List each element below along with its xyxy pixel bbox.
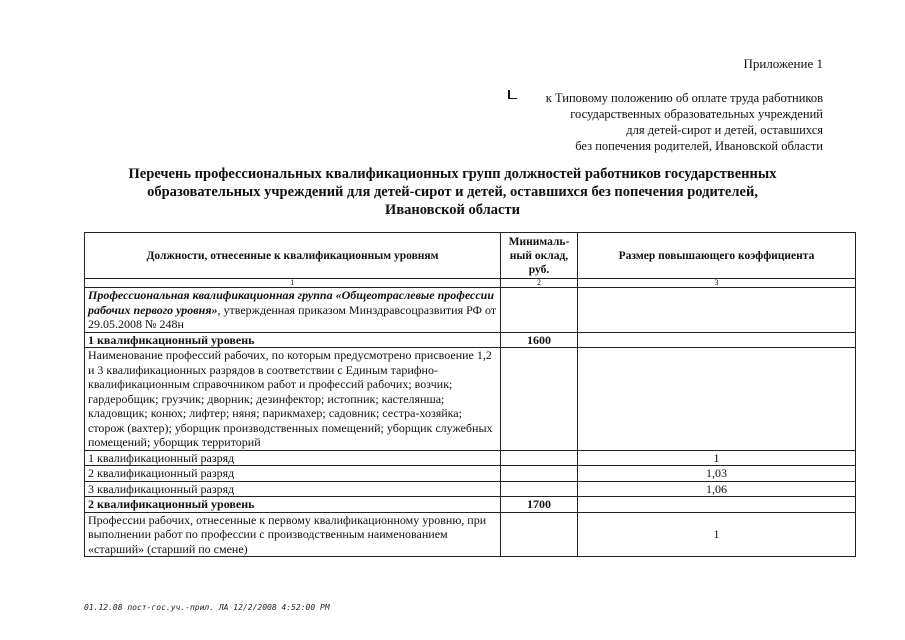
- table-row-grade: [85, 450, 856, 466]
- column-number: 3: [578, 279, 856, 288]
- table-row-level2: [85, 497, 856, 513]
- grade-label: 3 квалификационный разряд: [85, 481, 501, 497]
- level2-description: Профессии рабочих, отнесенные к первому квалификационному уровню, при выполнении работ по профессии с производственным наименованием «старший» (старший по смене): [85, 512, 501, 557]
- table-row-grade: [85, 466, 856, 482]
- subtitle-block: [463, 90, 823, 154]
- level2-coefficient: 1: [578, 512, 856, 557]
- grade-coefficient: 1,03: [578, 466, 856, 482]
- subtitle-line: без попечения родителей, Ивановской области: [575, 139, 823, 153]
- level1-label: 1 квалификационный уровень: [85, 332, 501, 348]
- document-title: [100, 165, 805, 219]
- table-row-grade: [85, 481, 856, 497]
- header-coefficient: Размер повышающего коэффициента: [578, 233, 856, 279]
- grade-coefficient: 1: [578, 450, 856, 466]
- column-number-row: [85, 279, 856, 288]
- column-number: 1: [85, 279, 501, 288]
- qualification-table: [84, 232, 856, 557]
- level2-salary: 1700: [501, 497, 578, 513]
- table-header-row: [85, 233, 856, 279]
- table-row-group-title: [85, 288, 856, 333]
- group-title-cell: [85, 288, 501, 333]
- grade-label: 2 квалификационный разряд: [85, 466, 501, 482]
- column-number: 2: [501, 279, 578, 288]
- level1-description: Наименование профессий рабочих, по которым предусмотрено присвоение 1,2 и 3 квалификационных разрядов в соответствии с Единым тарифно-квалификационным справочником работ и профессий рабочих; возчик; гардеробщик; грузчик; дворник; дезинфектор; истопник; кастелянша; кладовщик; конюх; лифтер; няня; парикмахер; садовник; сестра-хозяйка; сторож (вахтер); уборщик производственных помещений; уборщик служебных помещений; уборщик территорий: [85, 348, 501, 451]
- appendix-label: Приложение 1: [743, 56, 823, 71]
- table-row-level1: [85, 332, 856, 348]
- grade-coefficient: 1,06: [578, 481, 856, 497]
- group-title-italic: Профессиональная квалификационная группа «Общеотраслевые профессии рабочих первого уровня»: [88, 288, 495, 317]
- group-title-rest: , утвержденная приказом Минздравсоцразвития РФ от 29.05.2008 № 248н: [88, 302, 497, 331]
- table-row-level1-description: [85, 348, 856, 451]
- subtitle-line: государственных образовательных учреждений: [570, 107, 823, 121]
- table-row-level2-description: [85, 512, 856, 557]
- level2-label: 2 квалификационный уровень: [85, 497, 501, 513]
- header-salary: Минималь-ный оклад, руб.: [501, 233, 578, 279]
- footer-stamp: 01.12.08 пост-гос.уч.-прил. ЛА 12/2/2008 4:52:00 PM: [84, 603, 330, 612]
- level1-salary: 1600: [501, 332, 578, 348]
- title-line: Перечень профессиональных квалификационных групп должностей работников государственных: [128, 166, 777, 182]
- title-line: Ивановской области: [385, 202, 520, 218]
- subtitle-line: к Типовому положению об оплате труда работников: [545, 91, 823, 105]
- subtitle-line: для детей-сирот и детей, оставшихся: [626, 123, 823, 137]
- grade-label: 1 квалификационный разряд: [85, 450, 501, 466]
- header-positions: Должности, отнесенные к квалификационным уровням: [85, 233, 501, 279]
- title-line: образовательных учреждений для детей-сирот и детей, оставшихся без попечения родителей,: [147, 184, 758, 200]
